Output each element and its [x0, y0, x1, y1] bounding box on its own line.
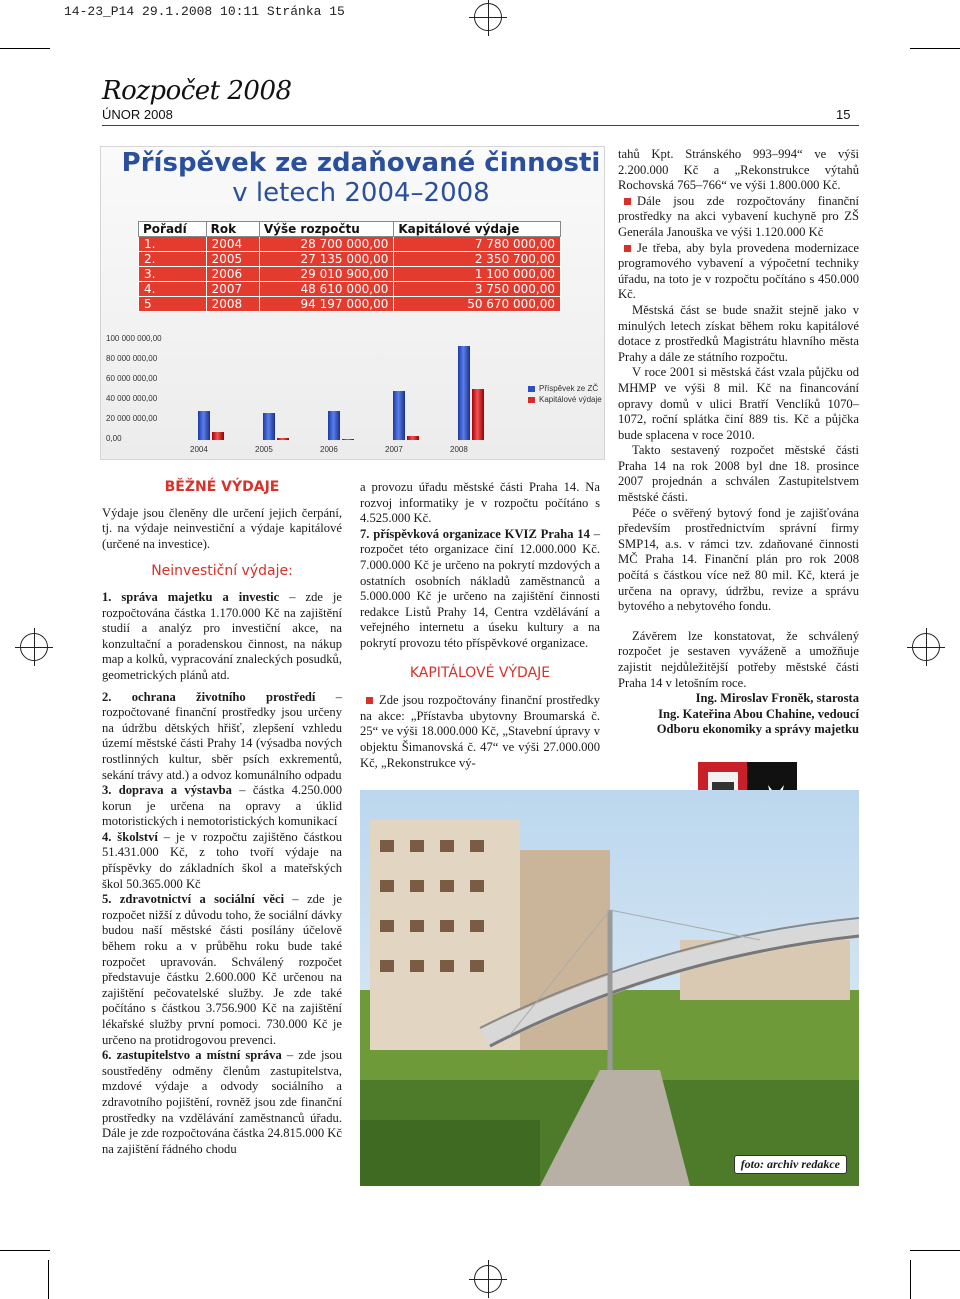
- bar-prispevek: [393, 391, 405, 440]
- table-cell: 1 100 000,00: [394, 267, 561, 282]
- registration-mark: [474, 3, 502, 31]
- item-text: Zde jsou rozpočtovány finanční prostředky na akce: „Přístavba ubytovny Broumarská č. 25“ ve výši 18.000.000 Kč, „Stavební úpravy v objektu Šimanovská č. 47“ ve výši 27.000.000 Kč, „Rekonstrukce vý-: [360, 693, 600, 770]
- bar-prispevek: [328, 411, 340, 440]
- paragraph: Závěrem lze konstatovat, že schválený rozpočet je sestaven vyváženě a umožňuje zajistit nejdůležitější potřeby městské části Praha 14 v letošním roce.: [618, 628, 859, 690]
- item-title: 3. doprava a výstavba: [102, 783, 232, 798]
- table-cell: 3.: [139, 267, 207, 282]
- crop-mark: [0, 1250, 50, 1251]
- paragraph: [102, 590, 342, 684]
- table-row: [139, 282, 561, 297]
- table-row: [139, 267, 561, 282]
- item-text: – zde je rozpočet nižší z důvodu toho, že sociální dávky budou naší městské části posílány účelově během roku a v průběhu roku bude také rozpočet upravován. Schválený rozpočet představuje částku 2.600.000 Kč určenou na zajištění pečovatelské služby. Je zde také počítáno s částkou 3.756.900 Kč na zajištění lékařské služby první pomoci. 730.000 Kč je určeno na protidrogovou prevenci.: [102, 892, 343, 1047]
- signature: Odboru ekonomiky a správy majetku: [656, 722, 859, 737]
- table-cell: 2008: [206, 297, 259, 312]
- item-title: 4. školství: [102, 829, 158, 844]
- legend-item: [528, 395, 602, 404]
- print-slug: 14-23_P14 29.1.2008 10:11 Stránka 15: [64, 4, 345, 19]
- item-title: 6. zastupitelstvo a místní správa: [102, 1048, 282, 1063]
- item-text: – částka 4.250.000 korun je určena na opravy a úklid motoristických i nemotoristických komunikací: [102, 783, 342, 829]
- item-title: 5. zdravotnictví a sociální věci: [102, 892, 285, 907]
- table-cell: 1.: [139, 237, 207, 252]
- table-cell: 50 670 000,00: [394, 297, 561, 312]
- table-row: [139, 252, 561, 267]
- legend-swatch-blue: [528, 386, 535, 392]
- y-tick-label: 60 000 000,00: [106, 374, 158, 383]
- table-cell: 48 610 000,00: [259, 282, 394, 297]
- bar-kapitalove: [342, 439, 354, 440]
- bullet-icon: [624, 198, 631, 205]
- column-3: [618, 147, 859, 738]
- crop-mark: [0, 48, 50, 49]
- crop-mark: [910, 48, 960, 49]
- table-cell: 2006: [206, 267, 259, 282]
- x-tick-label: 2006: [320, 445, 338, 454]
- bar-kapitalove: [407, 436, 419, 440]
- table-cell: 28 700 000,00: [259, 237, 394, 252]
- table-header: Rok: [206, 222, 259, 237]
- paragraph: a provozu úřadu městské části Praha 14. Na rozvoj informatiky je v rozpočtu počítáno s 4.525.000 Kč.: [360, 480, 600, 526]
- bar-prispevek: [263, 413, 275, 440]
- table-cell: 5: [139, 297, 207, 312]
- table-cell: 2004: [206, 237, 259, 252]
- registration-mark: [912, 633, 940, 661]
- item-title: 7. příspěvková organizace KVIZ Praha 14: [360, 526, 590, 541]
- bullet-icon: [366, 697, 373, 704]
- bar-prispevek: [458, 346, 470, 440]
- table-cell: 4.: [139, 282, 207, 297]
- photo-bridge: [360, 790, 859, 1186]
- table-cell: 2005: [206, 252, 259, 267]
- y-tick-label: 20 000 000,00: [106, 414, 158, 423]
- paragraph: Takto sestavený rozpočet městské části Praha 14 na rok 2008 byl dne 18. prosince 2007 projednán a schválen Zastupitelstvem městské části.: [618, 443, 859, 505]
- table-cell: 29 010 900,00: [259, 267, 394, 282]
- table-cell: 2 350 700,00: [394, 252, 561, 267]
- bar-kapitalove: [212, 432, 224, 440]
- bar-prispevek: [198, 411, 210, 440]
- table-cell: 3 750 000,00: [394, 282, 561, 297]
- column-2: [360, 480, 600, 771]
- chart-title-line1: Příspěvek ze zdaňované činnosti: [121, 148, 601, 178]
- header-rule: [102, 125, 859, 126]
- bar-kapitalove: [277, 438, 289, 440]
- crop-mark: [48, 1260, 49, 1299]
- y-tick-label: 0,00: [106, 434, 122, 443]
- table-header: Kapitálové výdaje: [394, 222, 561, 237]
- section-heading: KAPITÁLOVÉ VÝDAJE: [409, 664, 551, 681]
- item-title: 1. správa majetku a investic: [102, 589, 280, 604]
- y-tick-label: 40 000 000,00: [106, 394, 158, 403]
- item-text: Je třeba, aby byla provedena modernizace programového vybavení a výpočetní techniky úřadu, na toto je v rozpočtu počítáno s 450.000 Kč.: [618, 240, 859, 302]
- item-text: Dále jsou zde rozpočtovány finanční prostředky na akci vybavení kuchyně pro ZŠ Generála Janouška ve výši 1.120.000 Kč: [618, 193, 859, 239]
- paragraph: V roce 2001 si městská část vzala půjčku od MHMP ve výši 8 mil. Kč na financování opravy domů v ulici Bratří Venclíků 1070–1072, roční splátka činí 889 tis. Kč a půjčka bude splacena v roce 2010.: [618, 365, 859, 442]
- table-header: Výše rozpočtu: [259, 222, 394, 237]
- item-text: – zde jsou soustředěny odměny členům zastupitelstva, mzdové výdaje a odvody sociálního a zdravotního pojištění, rovněž jsou zde finanční prostředky na vzdělávání zaměstnanců úřadu. Dále je zde rozpočtována částka 24.815.000 Kč na zajištění řádného chodu: [102, 1048, 342, 1156]
- legend-swatch-red: [528, 397, 535, 403]
- item-text: – je v rozpočtu zajištěno částkou 51.431.000 Kč, z toho tvoří výdaje na příspěvky do základních škol a mateřských škol 50.365.000 Kč: [102, 829, 342, 891]
- crop-mark: [910, 1250, 960, 1251]
- item-text: – rozpočtované finanční prostředky jsou určeny na údržbu dětských hřišť, zlepšení vzhledu území městské části Prahy 14 (výsadba nových rostlinných kultur, sběr psích exkrementů, sekání trávy atd.) a odvoz komunálního odpadu: [102, 689, 342, 782]
- paragraph: [102, 690, 342, 784]
- paragraph: [360, 527, 600, 652]
- bar-kapitalove: [472, 389, 484, 440]
- signature: Ing. Kateřina Abou Chahine, vedoucí: [658, 706, 859, 721]
- x-tick-label: 2008: [450, 445, 468, 454]
- item-text: – rozpočet této organizace činí 12.000.000 Kč. 7.000.000 Kč je určeno na pokrytí mzdových a ostatních osobních nákladů zaměstnanců a 5.000.000 Kč je určeno na zajištění činnosti redakce Listů Prahy 14, Centra vzdělávání a veřejného internetu a úseku kultury a na pokrytí provozu této příspěvkové organizace.: [360, 526, 600, 650]
- paragraph: Městská část se bude snažit stejně jako v minulých letech získat během roku kapitálové dotace z prostředků Magistrátu hlavního města Prahy a dále ze státního rozpočtu.: [618, 302, 859, 364]
- publication-logo: Rozpočet 2008: [102, 76, 292, 106]
- paragraph: [360, 693, 600, 771]
- x-tick-label: 2007: [385, 445, 403, 454]
- paragraph: [102, 783, 342, 830]
- table-row: [139, 237, 561, 252]
- paragraph: [102, 1048, 342, 1157]
- table-cell: 7 780 000,00: [394, 237, 561, 252]
- x-tick-label: 2005: [255, 445, 273, 454]
- registration-mark: [474, 1265, 502, 1293]
- budget-table: [138, 221, 561, 312]
- paragraph: tahů Kpt. Stránského 993–994“ ve výši 2.200.000 Kč a „Rekonstrukce výtahů Rochovská 765–766“ ve výši 1.800.000 Kč.: [618, 147, 859, 193]
- registration-mark: [20, 633, 48, 661]
- legend-item: [528, 384, 598, 393]
- x-tick-label: 2004: [190, 445, 208, 454]
- subheading: Neinvestiční výdaje:: [151, 563, 293, 580]
- table-cell: 2.: [139, 252, 207, 267]
- photo-caption: foto: archiv redakce: [734, 1155, 847, 1174]
- bullet-icon: [624, 245, 631, 252]
- page-number: 15: [836, 107, 851, 122]
- legend-label: Kapitálové výdaje: [539, 395, 602, 404]
- legend-label: Příspěvek ze ZČ: [539, 384, 599, 393]
- column-1: [102, 480, 342, 1157]
- signature: Ing. Miroslav Froněk, starosta: [695, 691, 859, 706]
- issue-date: ÚNOR 2008: [102, 107, 173, 122]
- paragraph: [618, 241, 859, 303]
- crop-mark: [910, 1260, 911, 1299]
- paragraph: Výdaje jsou členěny dle určení jejich čerpání, tj. na výdaje neinvestiční a výdaje kapitálové (určené na investice).: [102, 505, 342, 551]
- paragraph: [618, 194, 859, 241]
- table-row: [139, 297, 561, 312]
- item-title: 2. ochrana životního prostředí: [102, 689, 316, 704]
- photo-bridge-image: [360, 790, 859, 1186]
- chart-title-line2: v letech 2004–2008: [232, 178, 490, 208]
- table-cell: 27 135 000,00: [259, 252, 394, 267]
- table-cell: 2007: [206, 282, 259, 297]
- y-tick-label: 80 000 000,00: [106, 354, 158, 363]
- table-header: Pořadí: [139, 222, 207, 237]
- y-tick-label: 100 000 000,00: [106, 334, 162, 343]
- table-cell: 94 197 000,00: [259, 297, 394, 312]
- section-heading: BĚŽNÉ VÝDAJE: [164, 479, 280, 495]
- item-text: – zde je rozpočtována částka 1.170.000 Kč na zajištění studií a analýz pro investiční akce, na konzultační a poradenskou činnost, na nákup map a kolků, vypracování znaleckých posudků, geometrických plánů atd.: [102, 589, 342, 682]
- paragraph: [102, 830, 342, 892]
- paragraph: Péče o svěřený bytový fond je zajišťována především prostřednictvím správní firmy SMP14, a.s. v rámci tzv. zdaňované činnosti MČ Praha 14. Finanční plán pro rok 2008 počítá s částkou více než 80 mil. Kč, která je určena na opravy, údržbu, revize a správu bytového a nebytového fondu.: [618, 505, 859, 614]
- paragraph: [102, 892, 342, 1048]
